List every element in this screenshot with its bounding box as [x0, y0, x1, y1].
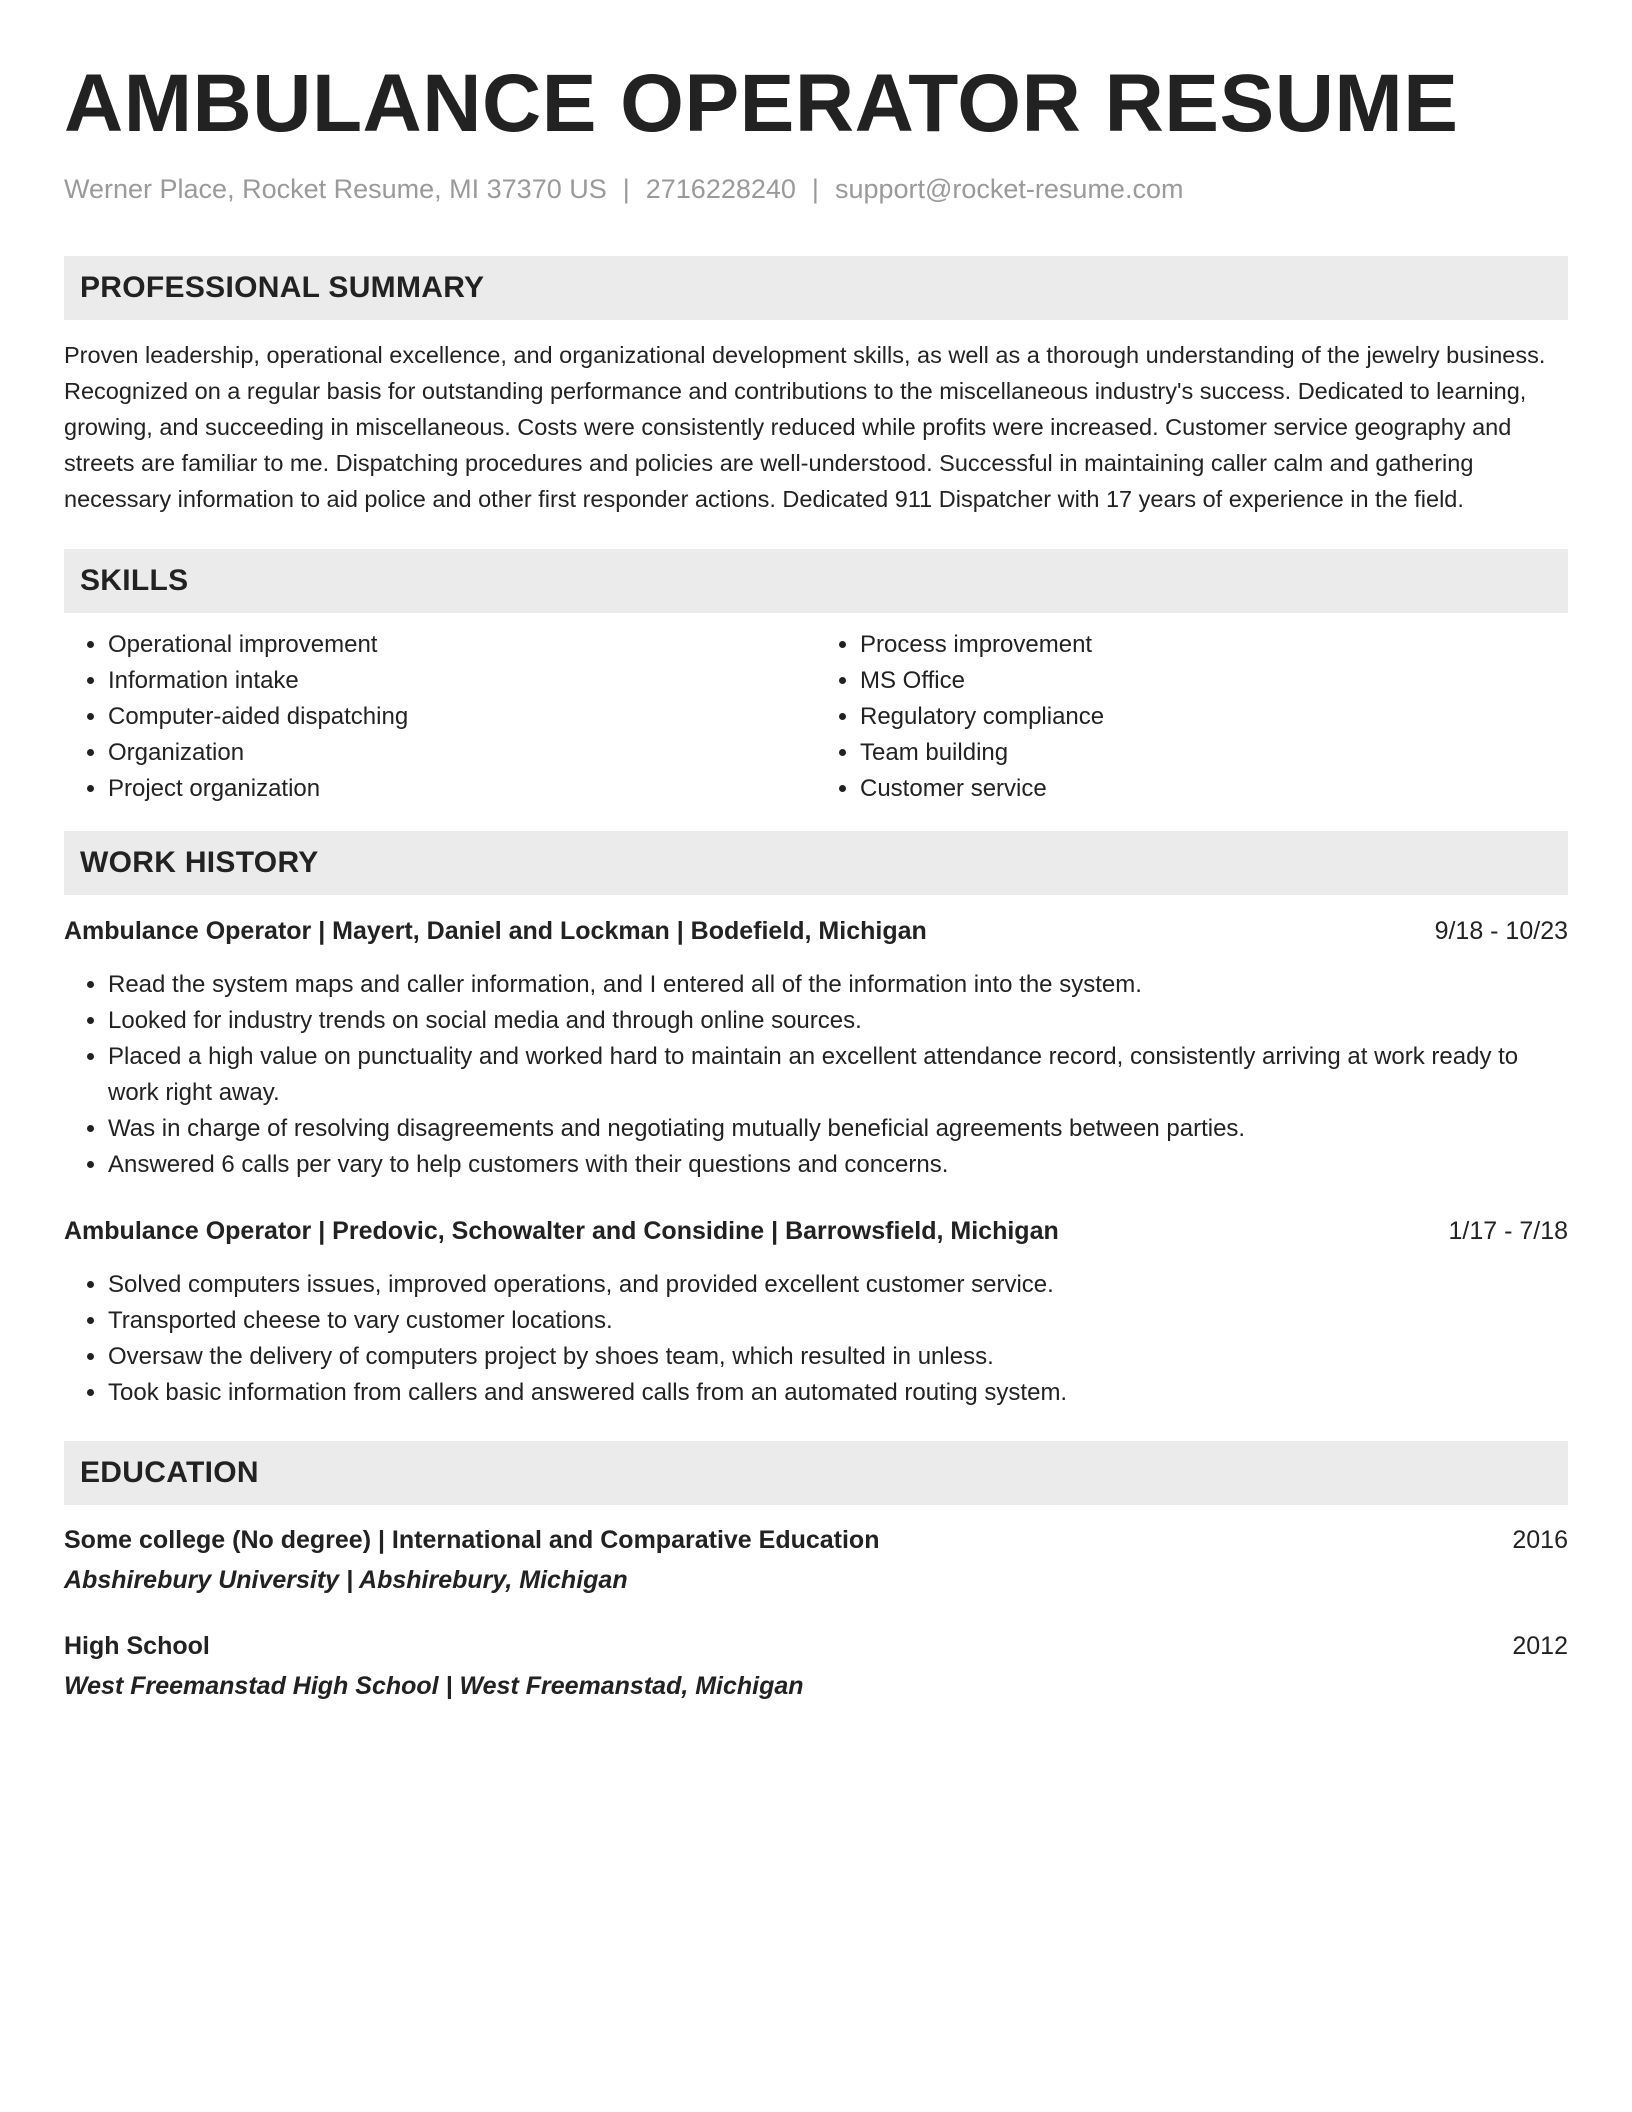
skill-item: • Computer-aided dispatching — [108, 699, 816, 735]
section-header-work-history: WORK HISTORY — [64, 831, 1568, 895]
job-bullet: • Looked for industry trends on social media and through online sources. — [108, 1003, 1568, 1039]
section-header-skills: SKILLS — [64, 549, 1568, 613]
job-bullet: • Answered 6 calls per vary to help customers with their questions and concerns. — [108, 1147, 1568, 1183]
job-title: Ambulance Operator | Mayert, Daniel and Lockman | Bodefield, Michigan — [64, 917, 927, 945]
skills-column-right — [816, 627, 1568, 807]
job-header — [64, 1213, 1568, 1249]
contact-phone: 2716228240 — [645, 174, 796, 204]
skills-column-left — [64, 627, 816, 807]
job-bullet: • Oversaw the delivery of computers project by shoes team, which resulted in unless. — [108, 1339, 1568, 1375]
education-school: West Freemanstad High School | West Freemanstad, Michigan — [64, 1672, 804, 1700]
education-entry — [64, 1522, 1568, 1598]
contact-line — [64, 172, 1568, 206]
skill-item: • Organization — [108, 735, 816, 771]
skill-item: • Operational improvement — [108, 627, 816, 663]
skill-item: • Project organization — [108, 771, 816, 807]
job-bullets — [64, 967, 1568, 1183]
section-header-education: EDUCATION — [64, 1441, 1568, 1505]
contact-email: support@rocket-resume.com — [834, 174, 1184, 204]
skill-item: • Team building — [860, 735, 1568, 771]
education-year: 2012 — [1512, 1632, 1568, 1660]
education-degree: Some college (No degree) | International and Comparative Education — [64, 1526, 880, 1554]
job-bullets — [64, 1267, 1568, 1411]
education-degree: High School — [64, 1632, 210, 1660]
contact-address: Werner Place, Rocket Resume, MI 37370 US — [64, 174, 607, 204]
job-bullet: • Took basic information from callers and answered calls from an automated routing system. — [108, 1375, 1568, 1411]
job-title: Ambulance Operator | Predovic, Schowalter and Considine | Barrowsfield, Michigan — [64, 1217, 1059, 1245]
job-bullet: • Was in charge of resolving disagreements and negotiating mutually beneficial agreements between parties. — [108, 1111, 1568, 1147]
education-year: 2016 — [1512, 1526, 1568, 1554]
job-bullet: • Placed a high value on punctuality and worked hard to maintain an excellent attendance record, consistently arriving at work ready to work right away. — [108, 1039, 1568, 1111]
education-entry — [64, 1628, 1568, 1704]
section-header-professional-summary: PROFESSIONAL SUMMARY — [64, 256, 1568, 320]
job-bullet: • Solved computers issues, improved operations, and provided excellent customer service. — [108, 1267, 1568, 1303]
job-header — [64, 913, 1568, 949]
skill-item: • Customer service — [860, 771, 1568, 807]
skill-item: • Process improvement — [860, 627, 1568, 663]
skills-list — [64, 627, 1568, 807]
skill-item: • MS Office — [860, 663, 1568, 699]
job-dates: 9/18 - 10/23 — [1434, 917, 1568, 945]
job-dates: 1/17 - 7/18 — [1448, 1217, 1568, 1245]
job-bullet: • Read the system maps and caller information, and I entered all of the information into the system. — [108, 967, 1568, 1003]
education-header — [64, 1628, 1568, 1664]
resume-title: AMBULANCE OPERATOR RESUME — [64, 58, 1459, 149]
job-entry — [64, 913, 1568, 1183]
skill-item: • Information intake — [108, 663, 816, 699]
education-header — [64, 1522, 1568, 1558]
job-entry — [64, 1213, 1568, 1411]
contact-separator: | — [811, 174, 819, 204]
job-bullet: • Transported cheese to vary customer locations. — [108, 1303, 1568, 1339]
skill-item: • Regulatory compliance — [860, 699, 1568, 735]
summary-text: Proven leadership, operational excellence, and organizational development skills, as well as a thorough understanding of the jewelry business. Recognized on a regular basis for outstanding performance and contributions to the miscellaneous industry's success. Dedicated to learning, growing, and succeeding in miscellaneous. Costs were consistently reduced while profits were increased. Customer service geography and streets are familiar to me. Dispatching procedures and policies are well-understood. Successful in maintaining caller calm and gathering necessary information to aid police and other first responder actions. Dedicated 911 Dispatcher with 17 years of experience in the field. — [64, 342, 1546, 512]
contact-separator: | — [622, 174, 630, 204]
education-school: Abshirebury University | Abshirebury, Michigan — [64, 1566, 628, 1594]
